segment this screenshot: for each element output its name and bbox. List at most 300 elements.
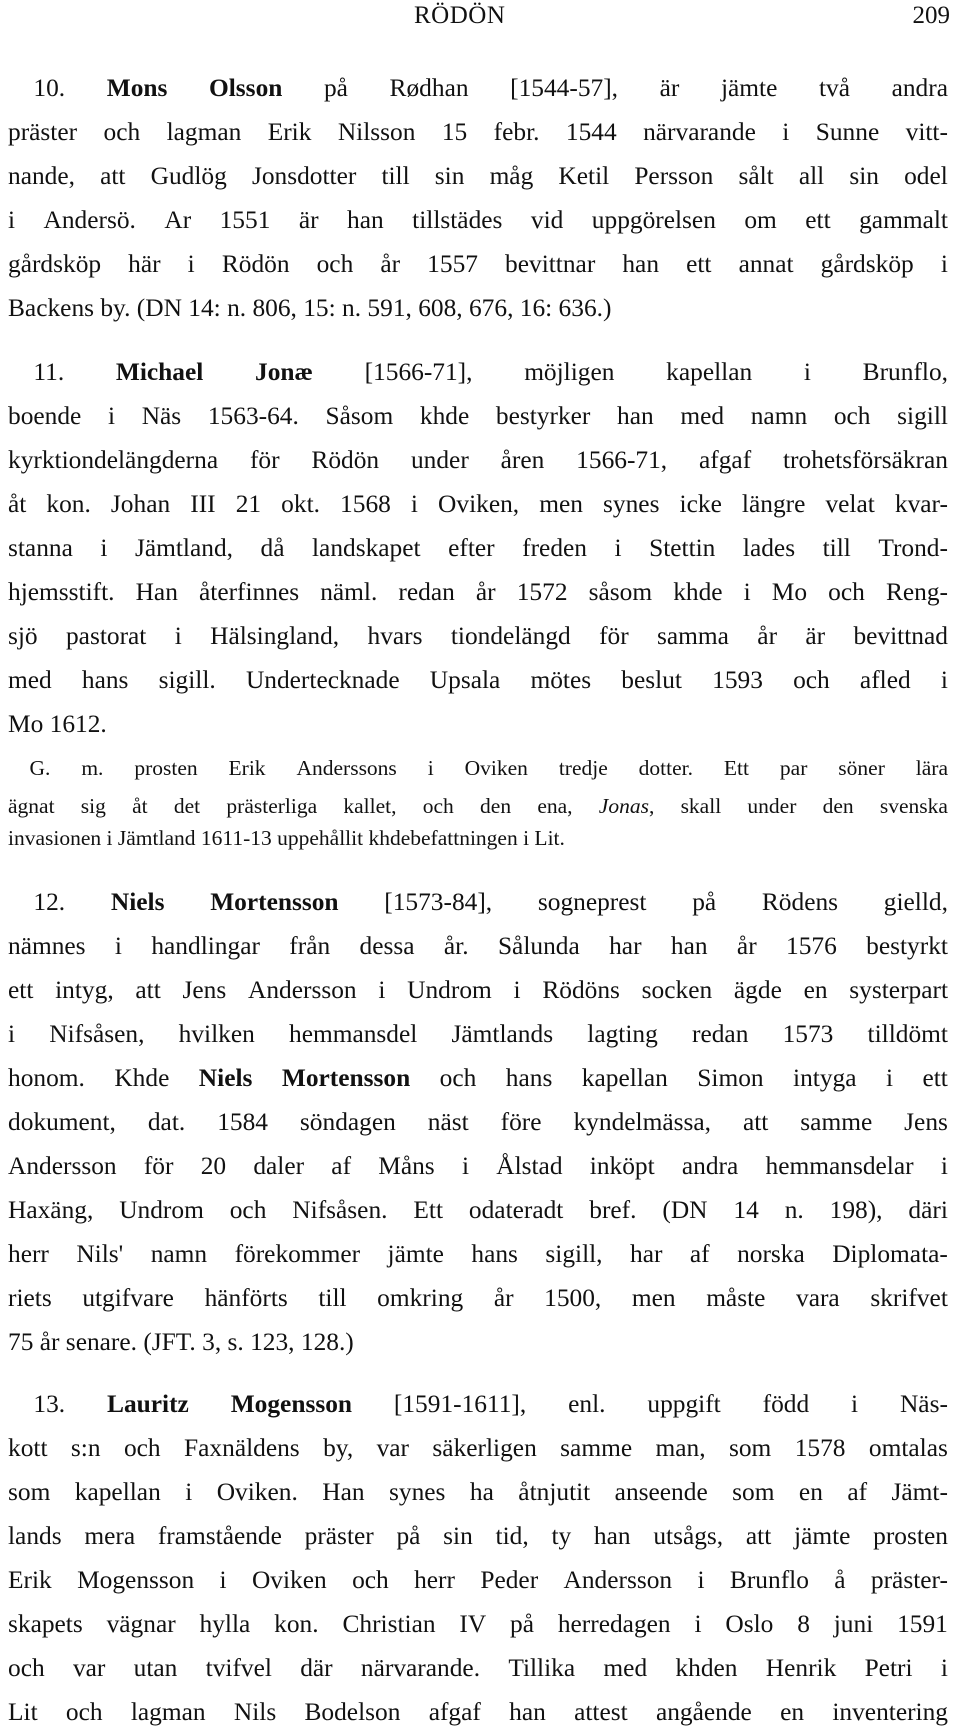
text-line bbox=[8, 1602, 948, 1646]
word: 1572 bbox=[516, 578, 568, 606]
word: en bbox=[780, 1698, 805, 1726]
word: bref. bbox=[589, 1196, 637, 1224]
word: han bbox=[622, 250, 660, 278]
word: 13. bbox=[8, 1390, 66, 1418]
word: prästerliga bbox=[226, 794, 318, 818]
word: näst bbox=[427, 1108, 469, 1136]
word: uppgörelsen bbox=[591, 206, 716, 234]
word: par bbox=[779, 756, 808, 780]
word: förekommer bbox=[234, 1240, 361, 1268]
word: handlingar bbox=[151, 932, 260, 960]
word: för bbox=[599, 622, 629, 650]
word: landskapet bbox=[312, 534, 421, 562]
word: mötes bbox=[530, 666, 592, 694]
word: Oslo bbox=[725, 1610, 774, 1638]
word: och bbox=[352, 1566, 389, 1594]
word: Rödöns bbox=[542, 976, 620, 1004]
word: i bbox=[107, 402, 116, 430]
word: anseende bbox=[614, 1478, 708, 1506]
word: Oviken, bbox=[438, 490, 520, 518]
text-line bbox=[8, 614, 948, 658]
word: andra bbox=[681, 1152, 739, 1180]
word: hans bbox=[81, 666, 129, 694]
word: i bbox=[185, 1478, 193, 1506]
text-line bbox=[8, 1382, 948, 1426]
word: Gudlög bbox=[150, 162, 227, 190]
word: 8 bbox=[797, 1610, 810, 1638]
word: Ålstad bbox=[496, 1152, 563, 1180]
word: i bbox=[694, 1610, 702, 1638]
word: Jens bbox=[182, 976, 227, 1004]
word: år bbox=[380, 250, 401, 278]
word: Såsom bbox=[325, 402, 394, 430]
word: där bbox=[300, 1654, 333, 1682]
word: att bbox=[100, 162, 126, 190]
text-line bbox=[8, 1056, 948, 1100]
word: i bbox=[174, 622, 182, 650]
word: sigill bbox=[897, 402, 948, 430]
word: utan bbox=[133, 1654, 178, 1682]
word: Erik bbox=[8, 1566, 52, 1594]
text-line bbox=[8, 350, 948, 394]
word: Jämtlands bbox=[451, 1020, 554, 1048]
text-line bbox=[8, 658, 948, 702]
word: sogneprest bbox=[537, 888, 647, 916]
word: han bbox=[347, 206, 384, 234]
word: 1551 bbox=[219, 206, 271, 234]
word: Henrik bbox=[765, 1654, 837, 1682]
word: i bbox=[8, 206, 16, 234]
word: det bbox=[173, 794, 201, 818]
word: år. bbox=[443, 932, 469, 960]
word: Sålunda bbox=[497, 932, 580, 960]
word: Oviken bbox=[464, 756, 528, 780]
word: (DN bbox=[662, 1196, 708, 1224]
word: hvilken bbox=[178, 1020, 255, 1048]
word: 14 bbox=[733, 1196, 759, 1224]
word: mera bbox=[84, 1522, 136, 1550]
word: Erik bbox=[267, 118, 312, 146]
word: Ar bbox=[164, 206, 192, 234]
word: ena, bbox=[537, 794, 573, 818]
word: sigill. bbox=[158, 666, 216, 694]
word: Reng- bbox=[885, 578, 948, 606]
text-line bbox=[8, 110, 948, 154]
text-line bbox=[8, 1276, 948, 1320]
word: i bbox=[114, 932, 122, 960]
word: Michael bbox=[115, 358, 204, 386]
word: trohetsförsäkran bbox=[783, 446, 948, 474]
word: honom. bbox=[8, 1064, 85, 1092]
word: beslut bbox=[621, 666, 682, 694]
document-body bbox=[8, 66, 948, 1734]
word: före bbox=[500, 1108, 542, 1136]
word: Persson bbox=[634, 162, 714, 190]
word: intyg, bbox=[55, 976, 114, 1004]
word: längre bbox=[741, 490, 806, 518]
word: dessa bbox=[359, 932, 415, 960]
line-text: Backens by. (DN 14: n. 806, 15: n. 591, 608, 676, 16: 636.) bbox=[8, 294, 612, 322]
word: Brunflo, bbox=[862, 358, 948, 386]
word: i bbox=[940, 666, 948, 694]
word: ett bbox=[805, 206, 831, 234]
word: tiondelängd bbox=[450, 622, 571, 650]
word: söndagen bbox=[299, 1108, 396, 1136]
word: år bbox=[736, 932, 757, 960]
word: all bbox=[798, 162, 825, 190]
word: han bbox=[593, 1522, 631, 1550]
word: [1566-71], bbox=[364, 358, 473, 386]
word: präster bbox=[8, 118, 78, 146]
word: dokument, bbox=[8, 1108, 116, 1136]
word: omtalas bbox=[868, 1434, 948, 1462]
word: jämte bbox=[387, 1240, 444, 1268]
word: Jens bbox=[904, 1108, 948, 1136]
word: [1544-57], bbox=[510, 74, 619, 102]
word: och bbox=[793, 666, 830, 694]
word: kapellan bbox=[666, 358, 753, 386]
word: som bbox=[8, 1478, 51, 1506]
word: af bbox=[689, 1240, 710, 1268]
entry-11 bbox=[8, 350, 948, 854]
word: och bbox=[833, 402, 871, 430]
word: här bbox=[128, 250, 161, 278]
word: i bbox=[803, 358, 811, 386]
word: var bbox=[72, 1654, 106, 1682]
word: prosten bbox=[134, 756, 198, 780]
word: Erik bbox=[228, 756, 266, 780]
word: velat bbox=[825, 490, 875, 518]
word: till bbox=[318, 1284, 347, 1312]
word: ha bbox=[469, 1478, 494, 1506]
word: å bbox=[834, 1566, 846, 1594]
word: afgaf bbox=[699, 446, 752, 474]
word: från bbox=[289, 932, 331, 960]
word: Ett bbox=[723, 756, 750, 780]
word: Måns bbox=[378, 1152, 435, 1180]
word: sin bbox=[849, 162, 879, 190]
text-line bbox=[8, 66, 948, 110]
word: för bbox=[143, 1152, 174, 1180]
word: Mo bbox=[771, 578, 808, 606]
word: 1584 bbox=[217, 1108, 268, 1136]
word: stanna bbox=[8, 534, 73, 562]
word: Oviken bbox=[251, 1566, 327, 1594]
word: 1566-71, bbox=[576, 446, 668, 474]
word: med bbox=[680, 402, 725, 430]
text-line bbox=[8, 880, 948, 924]
word: herr bbox=[414, 1566, 455, 1594]
word: Stettin bbox=[649, 534, 716, 562]
word: Christian bbox=[342, 1610, 436, 1638]
word: möjligen bbox=[524, 358, 615, 386]
word: 1557 bbox=[427, 250, 478, 278]
word: Sunne bbox=[815, 118, 880, 146]
word: år bbox=[493, 1284, 514, 1312]
word: Hälsingland, bbox=[210, 622, 340, 650]
text-line bbox=[8, 924, 948, 968]
word: Faxnäldens bbox=[184, 1434, 300, 1462]
text-line bbox=[8, 968, 948, 1012]
word: prosten bbox=[873, 1522, 948, 1550]
word: i bbox=[513, 976, 521, 1004]
word: kallet, bbox=[343, 794, 397, 818]
word: herr bbox=[8, 1240, 49, 1268]
word: odateradt bbox=[468, 1196, 564, 1224]
word: Nifsåsen. bbox=[292, 1196, 388, 1224]
word: som bbox=[728, 1434, 772, 1462]
word: [1591-1611], bbox=[393, 1390, 527, 1418]
word: Han bbox=[322, 1478, 365, 1506]
word: bevittnar bbox=[505, 250, 596, 278]
word: i bbox=[697, 1566, 705, 1594]
word: hylla bbox=[199, 1610, 251, 1638]
word: en bbox=[803, 976, 828, 1004]
word: kyndelmässa, bbox=[573, 1108, 711, 1136]
word: tredje bbox=[558, 756, 608, 780]
note-line bbox=[8, 746, 948, 790]
word: jämte bbox=[720, 74, 778, 102]
word: och bbox=[65, 1698, 103, 1726]
word: khden bbox=[675, 1654, 738, 1682]
word: sin bbox=[443, 1522, 473, 1550]
text-line bbox=[8, 1690, 948, 1734]
word: vid bbox=[530, 206, 564, 234]
word: 1568 bbox=[340, 490, 391, 518]
word: dotter. bbox=[638, 756, 694, 780]
word: i bbox=[8, 1020, 16, 1048]
word: Nils' bbox=[76, 1240, 124, 1268]
word: lagting bbox=[587, 1020, 658, 1048]
word: åtnjutit bbox=[518, 1478, 591, 1506]
word: tilldömt bbox=[867, 1020, 948, 1048]
text-line bbox=[8, 242, 948, 286]
word: i bbox=[851, 1390, 859, 1418]
note-line bbox=[8, 790, 948, 822]
word: i bbox=[378, 976, 386, 1004]
word: Mons bbox=[106, 74, 168, 102]
word: synes bbox=[603, 490, 660, 518]
word: kott bbox=[8, 1434, 48, 1462]
word: kvar- bbox=[894, 490, 948, 518]
word: Andersson bbox=[563, 1566, 673, 1594]
word: med bbox=[603, 1654, 648, 1682]
word: sig bbox=[80, 794, 106, 818]
word: Näs bbox=[141, 402, 182, 430]
word: två bbox=[818, 74, 850, 102]
word: i bbox=[614, 534, 622, 562]
word: okt. bbox=[281, 490, 320, 518]
word: man, bbox=[655, 1434, 706, 1462]
word: Mogensson bbox=[230, 1390, 353, 1418]
word: och bbox=[123, 1434, 161, 1462]
word: Trond- bbox=[878, 534, 948, 562]
word: och bbox=[439, 1064, 477, 1092]
word: socken bbox=[641, 976, 713, 1004]
word: Ett bbox=[413, 1196, 444, 1224]
word: 1573 bbox=[782, 1020, 834, 1048]
word: systerpart bbox=[849, 976, 948, 1004]
entry-13 bbox=[8, 1382, 948, 1734]
text-line bbox=[8, 702, 948, 746]
word: att bbox=[742, 1108, 769, 1136]
entry-12 bbox=[8, 880, 948, 1364]
word: Nifsåsen, bbox=[49, 1020, 145, 1048]
word: annat bbox=[738, 250, 794, 278]
word: herredagen bbox=[557, 1610, 671, 1638]
word: i bbox=[885, 1064, 894, 1092]
word: en bbox=[798, 1478, 823, 1506]
word: inköpt bbox=[589, 1152, 655, 1180]
word: Undrom bbox=[119, 1196, 204, 1224]
word: i bbox=[743, 578, 751, 606]
word: Mortensson bbox=[281, 1064, 411, 1092]
word: 198), bbox=[829, 1196, 883, 1224]
word: Lauritz bbox=[107, 1390, 189, 1418]
text-line bbox=[8, 1100, 948, 1144]
word: i bbox=[782, 118, 790, 146]
word: nämnes bbox=[8, 932, 86, 960]
word: hjemsstift. bbox=[8, 578, 115, 606]
word: bestyrker bbox=[495, 402, 591, 430]
word: 12. bbox=[8, 888, 66, 916]
line-text: 75 år senare. (JFT. 3, s. 123, 128.) bbox=[8, 1328, 354, 1356]
word: närvarande. bbox=[360, 1654, 481, 1682]
word: andra bbox=[891, 74, 948, 102]
word: Brunflo bbox=[729, 1566, 809, 1594]
word: i bbox=[940, 1654, 948, 1682]
word: hans bbox=[505, 1064, 553, 1092]
word: Mogensson bbox=[77, 1566, 195, 1594]
word: skapets bbox=[8, 1610, 83, 1638]
word: enl. bbox=[568, 1390, 606, 1418]
word: präster bbox=[304, 1522, 374, 1550]
word: Undrom bbox=[407, 976, 492, 1004]
word: daler bbox=[253, 1152, 305, 1180]
word: Näs- bbox=[899, 1390, 948, 1418]
word: 11. bbox=[8, 358, 65, 386]
word: åt bbox=[8, 490, 27, 518]
word: gielld, bbox=[883, 888, 948, 916]
word: G. bbox=[8, 756, 51, 780]
word: khde bbox=[419, 402, 470, 430]
word: 10. bbox=[8, 74, 66, 102]
word: utsågs, bbox=[653, 1522, 724, 1550]
word: freden bbox=[522, 534, 587, 562]
word: odel bbox=[904, 162, 948, 190]
text-line bbox=[8, 1646, 948, 1690]
word: för bbox=[249, 446, 280, 474]
text-line bbox=[8, 1012, 948, 1056]
word: [1573-84], bbox=[384, 888, 493, 916]
text-line bbox=[8, 394, 948, 438]
word: III bbox=[190, 490, 216, 518]
word: återfinnes bbox=[199, 578, 300, 606]
word: ett bbox=[922, 1064, 948, 1092]
word: kyrktiondelängderna bbox=[8, 446, 219, 474]
word: bestyrkt bbox=[866, 932, 948, 960]
word: måg bbox=[489, 162, 534, 190]
word: Nils bbox=[233, 1698, 277, 1726]
word: Niels bbox=[110, 888, 165, 916]
word: Bodelson bbox=[304, 1698, 401, 1726]
word: jämte bbox=[794, 1522, 851, 1550]
word: redan bbox=[692, 1020, 749, 1048]
word: n. bbox=[784, 1196, 804, 1224]
text-line bbox=[8, 1514, 948, 1558]
word: Niels bbox=[198, 1064, 253, 1092]
word: lagman bbox=[166, 118, 242, 146]
word: var bbox=[376, 1434, 410, 1462]
word: Jonæ bbox=[255, 358, 313, 386]
word: åt bbox=[132, 794, 148, 818]
word: är bbox=[659, 74, 680, 102]
word: samme bbox=[560, 1434, 633, 1462]
word: Undertecknade bbox=[245, 666, 400, 694]
word: och bbox=[422, 794, 454, 818]
word: han bbox=[509, 1698, 546, 1726]
word: är bbox=[805, 622, 826, 650]
word: efter bbox=[448, 534, 495, 562]
word: namn bbox=[150, 1240, 208, 1268]
word: född bbox=[762, 1390, 810, 1418]
word: Lit bbox=[8, 1698, 38, 1726]
word: vitt- bbox=[905, 118, 948, 146]
word: kapellan bbox=[74, 1478, 161, 1506]
word: intyga bbox=[793, 1064, 857, 1092]
note-text: invasionen i Jämtland 1611-13 uppehållit khdebefattningen i Lit. bbox=[8, 826, 565, 850]
word: Johan bbox=[110, 490, 171, 518]
word: nande, bbox=[8, 162, 75, 190]
word: att bbox=[135, 976, 161, 1004]
word: khde bbox=[673, 578, 723, 606]
word: Upsala bbox=[429, 666, 501, 694]
word: på bbox=[323, 74, 348, 102]
word: säkerligen bbox=[432, 1434, 537, 1462]
note-line bbox=[8, 822, 948, 854]
word: ty bbox=[551, 1522, 572, 1550]
text-line bbox=[8, 1188, 948, 1232]
word: år bbox=[475, 578, 496, 606]
word: samme bbox=[800, 1108, 873, 1136]
word: Rödens bbox=[761, 888, 839, 916]
text-line bbox=[8, 1144, 948, 1188]
word: sin bbox=[434, 162, 465, 190]
word: Han bbox=[135, 578, 178, 606]
word: tvifvel bbox=[205, 1654, 272, 1682]
word: namn bbox=[750, 402, 808, 430]
word: lära bbox=[915, 756, 948, 780]
text-line bbox=[8, 286, 948, 330]
word: är bbox=[298, 206, 319, 234]
word: Haxäng, bbox=[8, 1196, 94, 1224]
word: IV bbox=[459, 1610, 487, 1638]
word: han bbox=[617, 402, 654, 430]
word: gammalt bbox=[859, 206, 948, 234]
word: sigill, bbox=[545, 1240, 603, 1268]
word: präster- bbox=[870, 1566, 948, 1594]
word: och bbox=[316, 250, 354, 278]
word: 1591 bbox=[897, 1610, 948, 1638]
word: utgifvare bbox=[82, 1284, 174, 1312]
word: på bbox=[510, 1610, 534, 1638]
word: riets bbox=[8, 1284, 52, 1312]
word: skall bbox=[680, 794, 722, 818]
word: febr. bbox=[493, 118, 540, 146]
word: 1593 bbox=[712, 666, 763, 694]
word: under bbox=[747, 794, 797, 818]
word: Diplomata- bbox=[832, 1240, 948, 1268]
